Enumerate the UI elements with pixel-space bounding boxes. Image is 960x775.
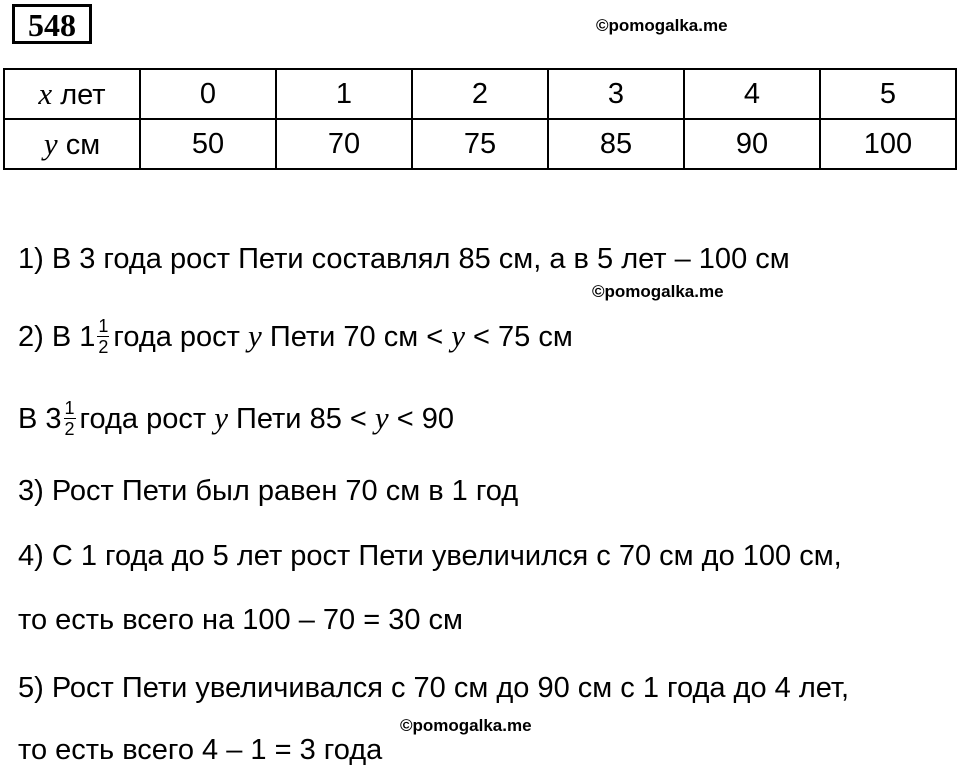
text-segment: года рост (113, 321, 240, 353)
fraction-denominator: 2 (64, 418, 75, 439)
var-x: x (38, 76, 53, 111)
table-cell: 3 (548, 69, 684, 119)
fraction-denominator: 2 (98, 336, 109, 357)
fraction-numerator: 1 (98, 315, 109, 336)
problem-number: 548 (12, 4, 92, 44)
answer-line-6: то есть всего на 100 – 70 = 30 см (18, 604, 463, 636)
fraction-one-half (97, 317, 109, 356)
table-cell: 0 (140, 69, 276, 119)
table-cell: 5 (820, 69, 956, 119)
values-table (3, 68, 957, 170)
text-segment: < 90 (396, 403, 454, 435)
table-cell: 1 (276, 69, 412, 119)
table-cell: 70 (276, 119, 412, 169)
table-cell: 85 (548, 119, 684, 169)
row-header-x (4, 69, 140, 119)
var-y: y (214, 400, 228, 435)
table-cell: 90 (684, 119, 820, 169)
answer-line-2 (18, 315, 573, 358)
table-row-y (4, 119, 956, 169)
var-y: y (451, 318, 465, 353)
var-y: y (374, 400, 389, 435)
answer-line-7: 5) Рост Пети увеличивался с 70 см до 90 см с 1 года до 4 лет, (18, 672, 850, 704)
answer-line-4: 3) Рост Пети был равен 70 см в 1 год (18, 475, 519, 507)
table-cell: 100 (820, 119, 956, 169)
table-row-x (4, 69, 956, 119)
var-y: y (248, 318, 262, 353)
text-segment: Пети 85 < (236, 403, 367, 435)
text-segment: 2) В 1 (18, 321, 96, 353)
watermark: ©pomogalka.me (592, 282, 724, 301)
watermark: ©pomogalka.me (400, 716, 532, 735)
table-cell: 50 (140, 119, 276, 169)
fraction-numerator: 1 (64, 397, 75, 418)
unit-cm: см (65, 129, 101, 161)
text-segment: < 75 см (473, 321, 573, 353)
table-cell: 2 (412, 69, 548, 119)
text-segment: В 3 (18, 403, 62, 435)
unit-years: лет (60, 79, 106, 111)
var-y: y (43, 126, 58, 161)
text-segment: Пети 70 см < (269, 321, 444, 353)
text-segment: года рост (79, 403, 207, 435)
answer-line-1: 1) В 3 года рост Пети составлял 85 см, а в 5 лет – 100 см (18, 243, 790, 275)
answer-line-5: 4) С 1 года до 5 лет рост Пети увеличился с 70 см до 100 см, (18, 540, 842, 572)
watermark: ©pomogalka.me (596, 16, 728, 35)
table-cell: 4 (684, 69, 820, 119)
fraction-one-half (64, 399, 76, 438)
table-cell: 75 (412, 119, 548, 169)
row-header-y (4, 119, 140, 169)
answer-line-3 (18, 397, 454, 440)
answer-line-8: то есть всего 4 – 1 = 3 года (18, 734, 383, 766)
